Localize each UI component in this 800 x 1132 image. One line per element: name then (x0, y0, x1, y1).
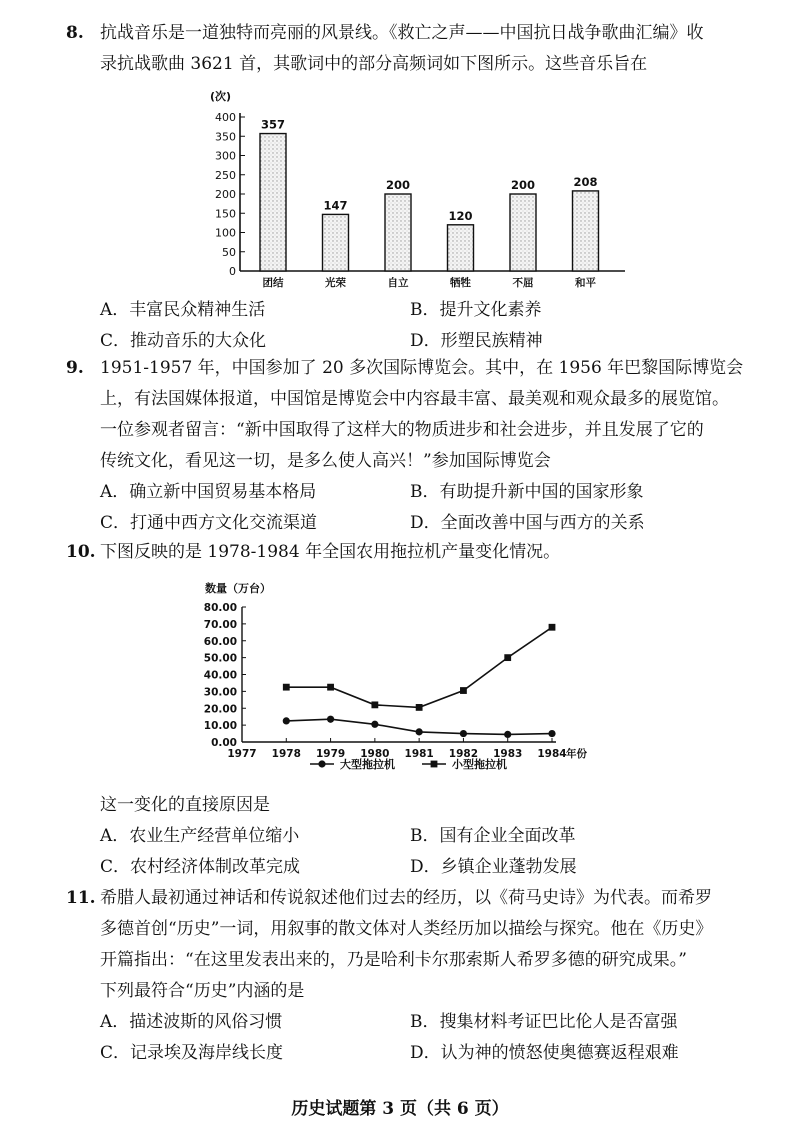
bar-data-label: 120 (448, 208, 473, 223)
question-11 (66, 883, 766, 1007)
legend-label: 小型拖拉机 (452, 758, 507, 771)
question-8 (66, 18, 766, 80)
y-axis-label: (次) (210, 90, 232, 103)
data-point (371, 721, 378, 728)
y-tick-label: 40.00 (203, 669, 237, 682)
question-10-stem (66, 790, 766, 821)
y-tick-label: 400 (215, 111, 236, 124)
bar-data-label: 200 (510, 178, 536, 192)
question-text: 1951-1957 年，中国参加了 20 多次国际博览会。其中，在 1956 年巴黎国际博览会 (100, 358, 744, 378)
question-9-options (100, 477, 760, 539)
question-text: 传统文化，看见这一切，是多么使人高兴！”参加国际博览会 (100, 451, 551, 471)
question-text: 多德首创“历史”一词，用叙事的散文体对人类经历加以描绘与探究。他在《历史》 (100, 919, 713, 939)
question-number: 10. (66, 542, 96, 562)
question-text: 开篇指出：“在这里发表出来的，乃是哈利卡尔那索斯人希罗多德的研究成果。” (100, 950, 687, 970)
question-text: 抗战音乐是一道独特而亮丽的风景线。《救亡之声——中国抗日战争歌曲汇编》收 (100, 23, 704, 43)
legend-marker (318, 760, 325, 767)
question-text: 下列最符合“历史”内涵的是 (100, 981, 305, 1001)
option-d[interactable]: D．乡镇企业蓬勃发展 (410, 857, 577, 877)
y-tick-label: 200 (215, 188, 236, 201)
option-a[interactable]: A．农业生产经营单位缩小 (100, 826, 300, 846)
question-text: 上，有法国媒体报道，中国馆是博览会中内容最丰富、最美观和观众最多的展览馆。 (100, 389, 729, 409)
y-tick-label: 20.00 (203, 703, 237, 716)
data-point (504, 654, 511, 661)
data-point (327, 716, 334, 723)
x-tick-label: 1984 (537, 748, 567, 760)
option-a[interactable]: A．丰富民众精神生活 (100, 300, 266, 320)
data-point (327, 684, 334, 691)
bar (573, 191, 599, 271)
tractor-production-line-chart (200, 578, 650, 780)
bar (448, 225, 474, 271)
option-d[interactable]: D．形塑民族精神 (410, 331, 543, 351)
y-tick-label: 80.00 (203, 602, 237, 614)
word-frequency-bar-chart (200, 84, 630, 294)
question-number: 8. (66, 23, 84, 43)
y-tick-label: 50 (222, 245, 236, 259)
data-point (371, 701, 378, 708)
option-c[interactable]: C．记录埃及海岸线长度 (100, 1043, 284, 1063)
x-tick-label: 不屈 (512, 277, 534, 289)
bar (510, 194, 536, 271)
data-point (460, 730, 467, 737)
x-tick-label: 1980 (360, 748, 390, 760)
data-point (504, 731, 511, 738)
data-point (283, 684, 290, 691)
y-tick-label: 300 (215, 149, 236, 163)
y-tick-label: 70.00 (203, 618, 237, 631)
option-d[interactable]: D．全面改善中国与西方的关系 (410, 513, 645, 533)
page-footer: 历史试题第 3 页（共 6 页） (291, 1099, 509, 1119)
option-a[interactable]: A．描述波斯的风俗习惯 (100, 1012, 283, 1032)
option-d[interactable]: D．认为神的愤怒使奥德赛返程艰难 (410, 1043, 679, 1063)
question-text: 下图反映的是 1978-1984 年全国农用拖拉机产量变化情况。 (100, 542, 561, 562)
bar (385, 194, 411, 271)
y-tick-label: 150 (215, 207, 236, 221)
question-number: 11. (66, 888, 96, 908)
question-number: 9. (66, 358, 84, 378)
question-10-options (100, 821, 760, 883)
question-text: 这一变化的直接原因是 (100, 795, 270, 815)
option-c[interactable]: C．农村经济体制改革完成 (100, 857, 301, 877)
x-tick-label: 光荣 (325, 277, 346, 289)
series-line (286, 627, 552, 707)
y-tick-label: 30.00 (203, 686, 237, 699)
x-tick-label: 自立 (387, 277, 409, 289)
question-10 (66, 537, 766, 568)
bar-data-label: 147 (323, 198, 348, 213)
option-b[interactable]: B．国有企业全面改革 (410, 826, 576, 846)
x-tick-label: 1977 (227, 748, 257, 760)
data-point (548, 730, 555, 737)
x-tick-label: 牺牲 (450, 277, 471, 289)
legend-label: 大型拖拉机 (340, 758, 395, 771)
x-tick-label: 团结 (262, 277, 284, 289)
question-8-options (100, 295, 760, 357)
question-text: 希腊人最初通过神话和传说叙述他们过去的经历，以《荷马史诗》为代表。而希罗 (100, 888, 712, 908)
bar (260, 134, 286, 271)
option-b[interactable]: B．有助提升新中国的国家形象 (410, 482, 644, 502)
y-tick-label: 60.00 (203, 635, 237, 648)
option-b[interactable]: B．提升文化素养 (410, 300, 542, 320)
y-axis-label: 数量（万台） (205, 582, 271, 595)
y-tick-label: 250 (215, 168, 236, 182)
data-point (283, 717, 290, 724)
y-tick-label: 10.00 (203, 720, 237, 733)
data-point (416, 728, 423, 735)
question-9 (66, 353, 766, 477)
option-c[interactable]: C．推动音乐的大众化 (100, 331, 267, 351)
x-tick-label: 1978 (271, 748, 301, 760)
option-c[interactable]: C．打通中西方文化交流渠道 (100, 513, 318, 533)
data-point (460, 687, 467, 694)
question-text: 录抗战歌曲 3621 首，其歌词中的部分高频词如下图所示。这些音乐旨在 (100, 54, 648, 74)
data-point (416, 704, 423, 711)
x-tick-label: 1979 (315, 748, 346, 760)
y-tick-label: 50.00 (203, 652, 237, 665)
option-a[interactable]: A．确立新中国贸易基本格局 (100, 482, 317, 502)
bar-data-label: 357 (260, 117, 286, 132)
y-tick-label: 0 (229, 265, 236, 278)
x-tick-label: 和平 (575, 277, 596, 289)
x-tick-label: 1981 (404, 748, 434, 760)
legend-marker (431, 761, 438, 768)
question-11-options (100, 1007, 760, 1069)
bar (323, 214, 349, 271)
x-axis-label: 年份 (566, 748, 587, 760)
bar-data-label: 208 (573, 174, 598, 189)
data-point (549, 624, 556, 631)
x-tick-label: 1982 (448, 748, 479, 760)
question-text: 一位参观者留言：“新中国取得了这样大的物质进步和社会进步，并且发展了它的 (100, 420, 704, 440)
option-b[interactable]: B．搜集材料考证巴比伦人是否富强 (410, 1012, 678, 1032)
y-tick-label: 350 (215, 130, 236, 144)
x-tick-label: 1983 (493, 748, 523, 760)
bar-data-label: 200 (385, 178, 411, 192)
y-tick-label: 0.00 (211, 737, 237, 749)
y-tick-label: 100 (215, 226, 236, 240)
